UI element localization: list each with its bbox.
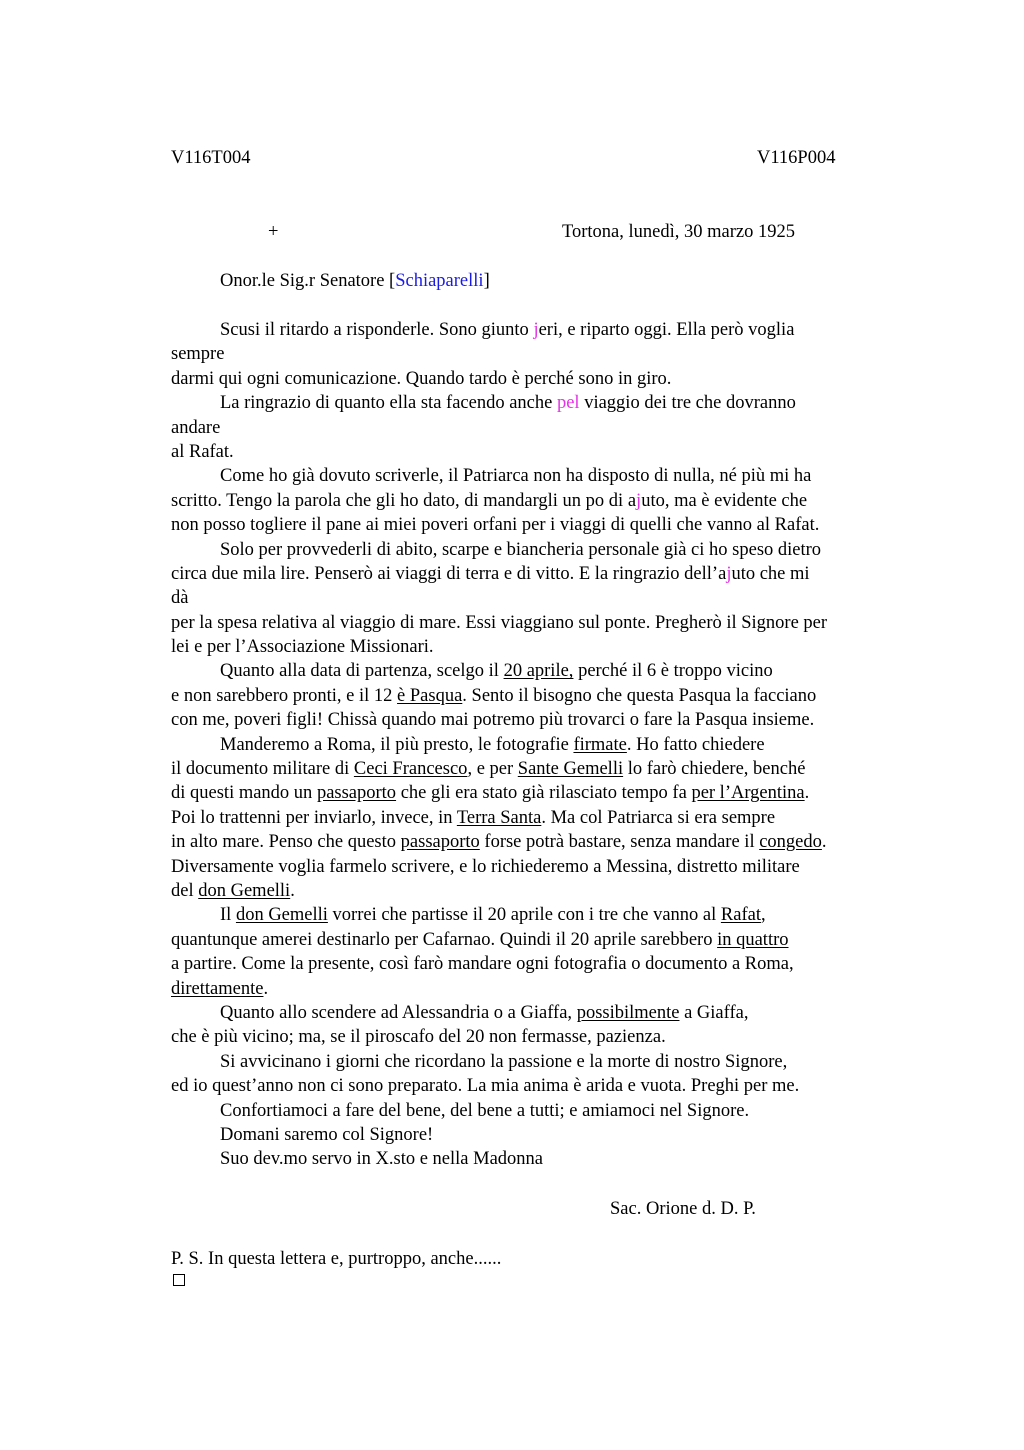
letter-line — [171, 684, 911, 708]
letter-line — [171, 806, 911, 830]
underlined-text: congedo — [759, 832, 822, 853]
salutation-prefix: Onor.le Sig.r Senatore [ — [220, 271, 396, 291]
line-text: uto che mi — [731, 563, 810, 584]
line-text: , e per — [467, 759, 518, 780]
line-text: La ringrazio di quanto ella sta facendo anche — [220, 393, 557, 414]
line-text: al Rafat. — [171, 441, 234, 462]
line-text: perché il 6 è troppo vicino — [573, 661, 773, 682]
highlighted-text: j — [533, 320, 539, 340]
line-text: Si avvicinano i giorni che ricordano la passione e la morte di nostro Signore, — [220, 1051, 788, 1072]
letter-line — [171, 757, 911, 781]
line-text: e non sarebbero pronti, e il 12 — [171, 685, 398, 706]
line-text: sempre — [171, 344, 225, 365]
line-text: viaggio dei tre che dovranno — [579, 393, 796, 414]
letter-line — [171, 586, 911, 610]
letter-line — [171, 733, 911, 757]
underlined-text: Terra Santa — [456, 807, 542, 828]
underlined-text: don Gemelli — [235, 905, 328, 926]
line-text: darmi qui ogni comunicazione. Quando tardo è perché sono in giro. — [171, 368, 672, 389]
line-text: Suo dev.mo servo in X.sto e nella Madonna — [220, 1149, 544, 1170]
underlined-text: Ceci Francesco — [353, 759, 468, 780]
letter-line — [171, 903, 911, 927]
line-text: forse potrà bastare, senza mandare il — [479, 832, 760, 853]
document-code-left: V116T004 — [171, 148, 251, 168]
letter-line — [171, 1123, 911, 1147]
letter-line — [171, 562, 911, 586]
line-text: eri, e riparto oggi. Ella però voglia — [538, 320, 795, 340]
empty-square-icon — [173, 1274, 185, 1286]
letter-line — [171, 538, 911, 562]
letter-line — [171, 1050, 911, 1074]
line-text: ed io quest’anno non ci sono preparato. La mia anima è arida e vuota. Preghi per me. — [171, 1076, 800, 1097]
salutation-suffix: ] — [483, 271, 490, 291]
underlined-text: don Gemelli — [198, 880, 291, 901]
signature: Sac. Orione d. D. P. — [610, 1199, 756, 1219]
line-text: di questi mando un — [171, 783, 317, 804]
letter-line — [171, 1099, 911, 1123]
underlined-text: possibilmente — [576, 1002, 680, 1023]
line-text: . Ma col Patriarca si era sempre — [541, 807, 776, 828]
letter-line — [171, 1074, 911, 1098]
underlined-text: 20 aprile, — [503, 661, 574, 682]
letter-line — [171, 318, 911, 342]
line-text: quantunque amerei destinarlo per Cafarnao. Quindi il 20 aprile sarebbero — [171, 929, 718, 950]
line-text: uto, ma è evidente che — [641, 490, 808, 511]
line-text: del — [171, 880, 199, 901]
letter-line — [171, 855, 911, 879]
line-text: Quanto allo scendere ad Alessandria o a Giaffa, — [220, 1002, 577, 1023]
place-date: Tortona, lunedì, 30 marzo 1925 — [562, 222, 795, 242]
line-text: Diversamente voglia farmelo scrivere, e lo richiederemo a Messina, distretto militare — [171, 856, 800, 877]
addressee-name: Schiaparelli — [395, 271, 484, 291]
highlighted-text: j — [636, 490, 642, 511]
line-text: . — [263, 978, 269, 999]
letter-body — [171, 318, 911, 1172]
line-text: a Giaffa, — [679, 1002, 749, 1023]
line-text: . Sento il bisogno che questa Pasqua la facciano — [462, 685, 817, 706]
salutation — [220, 269, 490, 293]
letter-line — [171, 489, 911, 513]
letter-line — [171, 1147, 911, 1171]
line-text: che gli era stato già rilasciato tempo fa — [396, 783, 692, 804]
line-text: Poi lo trattenni per inviarlo, invece, in — [171, 807, 457, 828]
underlined-text: è Pasqua — [397, 685, 463, 706]
letter-line — [171, 879, 911, 903]
letter-line — [171, 342, 911, 366]
underlined-text: passaporto — [316, 783, 397, 804]
line-text: . — [821, 832, 827, 853]
line-text: Confortiamoci a fare del bene, del bene a tutti; e amiamoci nel Signore. — [220, 1100, 750, 1121]
line-text: . Ho fatto chiedere — [626, 734, 765, 755]
letter-line — [171, 611, 911, 635]
underlined-text: in quattro — [717, 929, 789, 950]
line-text: lo farò chiedere, benché — [623, 759, 806, 780]
line-text: circa due mila lire. Penserò ai viaggi di terra e di vitto. E la ringrazio dell’a — [171, 563, 727, 584]
line-text: scritto. Tengo la parola che gli ho dato, di mandargli un po di a — [171, 490, 637, 511]
line-text: Domani saremo col Signore! — [220, 1124, 434, 1145]
line-text: Manderemo a Roma, il più presto, le fotografie — [220, 734, 574, 755]
letter-line — [171, 391, 911, 415]
line-text: . — [804, 783, 810, 804]
line-text: con me, poveri figli! Chissà quando mai potremo più trovarci o fare la Pasqua insieme. — [171, 710, 815, 731]
letter-line — [171, 1001, 911, 1025]
underlined-text: direttamente — [171, 978, 264, 999]
underlined-text: per l’Argentina — [691, 783, 805, 804]
line-text: in alto mare. Penso che questo — [171, 832, 401, 853]
line-text: , — [760, 905, 766, 926]
letter-line — [171, 464, 911, 488]
underlined-text: firmate — [573, 734, 627, 755]
letter-line — [171, 367, 911, 391]
line-text: andare — [171, 417, 221, 438]
line-text: che è più vicino; ma, se il piroscafo del 20 non fermasse, pazienza. — [171, 1027, 666, 1048]
line-text: . — [290, 880, 295, 901]
underlined-text: Sante Gemelli — [517, 759, 624, 780]
document-code-right: V116P004 — [757, 148, 836, 168]
letter-line — [171, 928, 911, 952]
highlighted-text: pel — [556, 393, 580, 414]
line-text: per la spesa relativa al viaggio di mare. Essi viaggiano sul ponte. Pregherò il Signore per — [171, 612, 828, 633]
letter-line — [171, 781, 911, 805]
letter-line — [171, 659, 911, 683]
line-text: il documento militare di — [171, 759, 354, 780]
line-text: Il — [220, 905, 236, 926]
line-text: Scusi il ritardo a risponderle. Sono giunto — [220, 320, 534, 340]
cross-mark: + — [268, 222, 279, 242]
underlined-text: Rafat — [720, 905, 761, 926]
letter-line — [171, 416, 911, 440]
letter-line — [171, 708, 911, 732]
underlined-text: passaporto — [400, 832, 480, 853]
line-text: lei e per l’Associazione Missionari. — [171, 637, 434, 658]
line-text: Quanto alla data di partenza, scelgo il — [220, 661, 504, 682]
line-text: vorrei che partisse il 20 aprile con i tre che vanno al — [327, 905, 721, 926]
line-text: Come ho già dovuto scriverle, il Patriarca non ha disposto di nulla, né più mi ha — [220, 466, 812, 487]
line-text: dà — [171, 588, 189, 609]
letter-line — [171, 830, 911, 854]
highlighted-text: j — [726, 563, 732, 584]
letter-line — [171, 1025, 911, 1049]
letter-line — [171, 952, 911, 976]
letter-line — [171, 977, 911, 1001]
letter-line — [171, 513, 911, 537]
line-text: a partire. Come la presente, così farò mandare ogni fotografia o documento a Roma, — [171, 954, 794, 975]
letter-line — [171, 635, 911, 659]
line-text: non posso togliere il pane ai miei poveri orfani per i viaggi di quelli che vanno al Rafat. — [171, 515, 820, 536]
letter-line — [171, 440, 911, 464]
line-text: Solo per provvederli di abito, scarpe e biancheria personale già ci ho speso dietro — [220, 539, 822, 560]
postscript: P. S. In questa lettera e, purtroppo, anche...... — [171, 1249, 502, 1269]
